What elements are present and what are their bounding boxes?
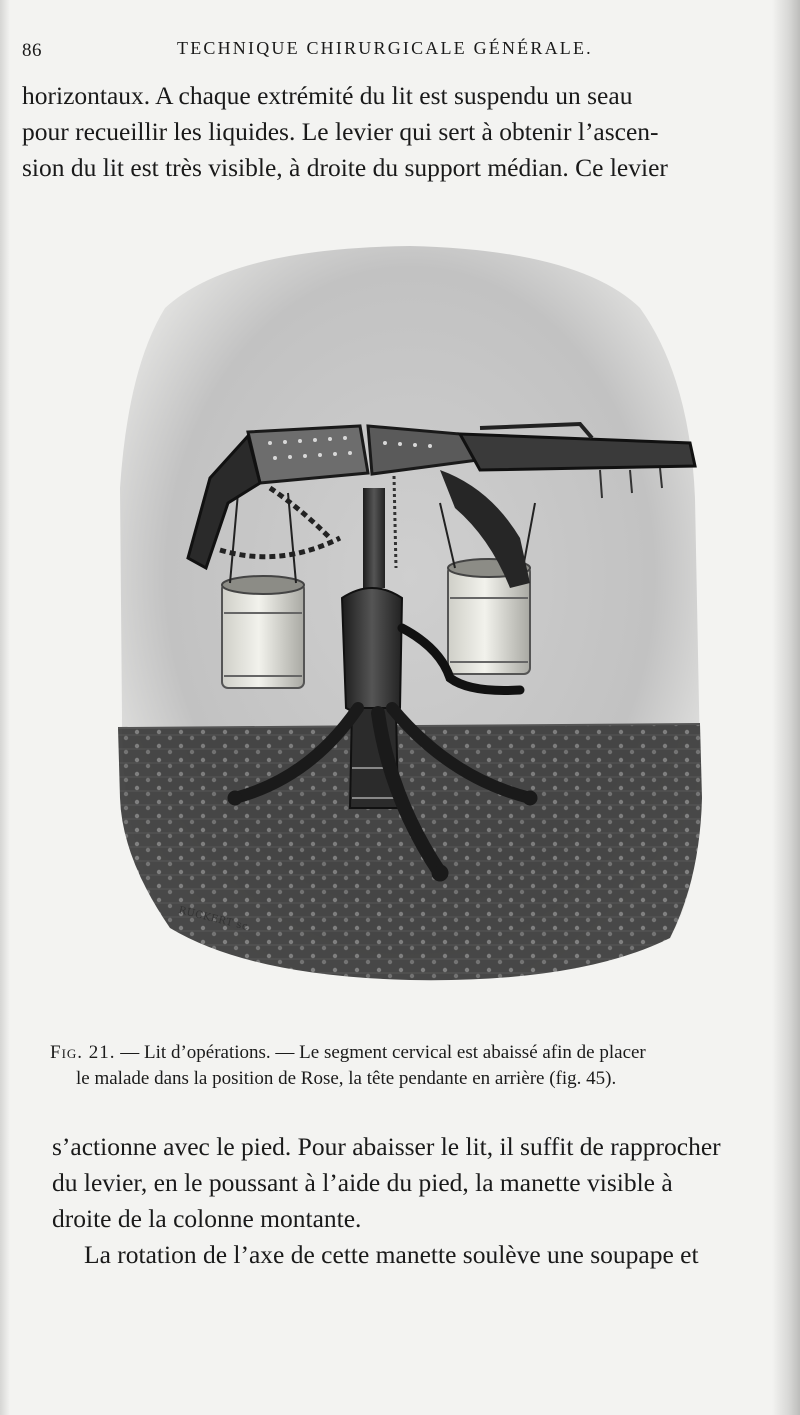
text-line: droite de la colonne montante. [52,1204,362,1233]
text-line: pour recueillir les liquides. Le levier qui sert à obtenir l’ascen- [22,117,659,146]
engraver-signature: RUCKERT sc. [177,905,253,934]
body-paragraph-top [22,78,748,186]
figure-plate [110,238,710,990]
caption-line-1-text: — Lit d’opérations. — Le segment cervical est abaissé afin de placer [115,1042,646,1063]
floor-pattern [118,724,702,980]
figure-caption [50,1040,778,1092]
text-line: s’actionne avec le pied. Pour abaisser le lit, il suffit de rapprocher [52,1132,721,1161]
text-line: du levier, en le poussant à l’aide du pied, la manette visible à [52,1168,673,1197]
figure-label: Fig. 21. [50,1042,116,1063]
page-number: 86 [22,40,42,61]
operating-table-illustration [110,238,710,990]
running-head: TECHNIQUE CHIRURGICALE GÉNÉRALE. [177,38,593,58]
text-line: horizontaux. A chaque extrémité du lit est suspendu un seau [22,81,633,110]
caption-line-1 [50,1040,778,1066]
page-gutter-shadow [0,0,10,1415]
page-header [22,34,762,64]
caption-line-2: le malade dans la position de Rose, la tête pendante en arrière (fig. 45). [76,1068,617,1089]
text-line: sion du lit est très visible, à droite du support médian. Ce levier [22,153,668,182]
body-paragraph-last [52,1237,780,1273]
body-paragraph-bottom [52,1129,780,1237]
text-line: La rotation de l’axe de cette manette soulève une soupape et [84,1240,699,1269]
